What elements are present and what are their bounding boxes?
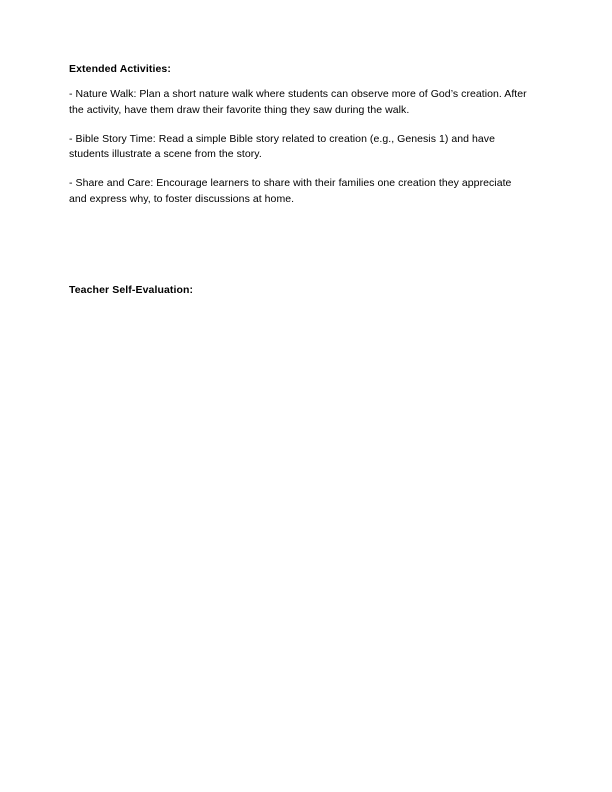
vertical-spacer [69,221,531,283]
section-heading-extended-activities: Extended Activities: [69,63,171,75]
paragraph-bible-story-time: - Bible Story Time: Read a simple Bible story related to creation (e.g., Genesis 1) and have students illustrate a scene from the story. [69,132,495,161]
section-heading-teacher-self-evaluation: Teacher Self-Evaluation: [69,283,194,296]
paragraph-nature-walk: - Nature Walk: Plan a short nature walk where students can observe more of God’s creation. After the activity, have them draw their favorite thing they saw during the walk. [69,88,527,116]
document-body [69,62,531,297]
paragraph-share-and-care: - Share and Care: Encourage learners to share with their families one creation they appreciate and express why, to foster discussions at home. [69,177,512,205]
